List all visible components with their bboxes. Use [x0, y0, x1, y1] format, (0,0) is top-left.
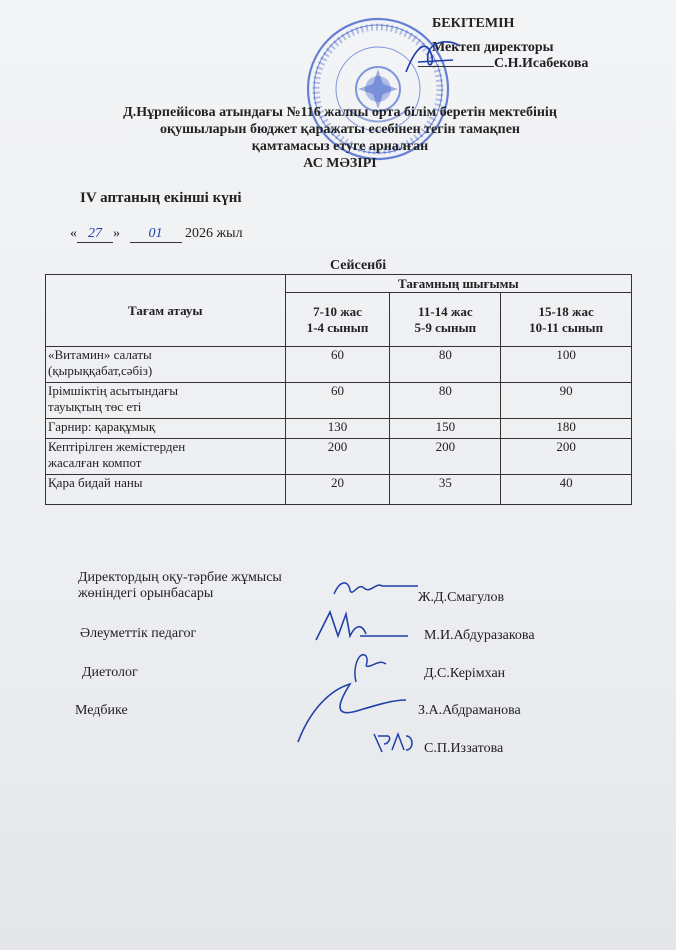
grade-label: 5-9 сынып	[414, 319, 477, 335]
age-group-header	[285, 293, 390, 347]
dish-name-cell	[46, 383, 286, 419]
grade-label: 10-11 сынып	[529, 319, 604, 335]
title-line-4: АС МӘЗІРІ	[303, 156, 377, 171]
approval-position: Мектеп директоры	[432, 40, 554, 55]
dish-name-cont: тауықтың төс еті	[48, 399, 142, 414]
signatory-role: Диетолог	[82, 665, 138, 680]
date-open-quote: «	[70, 226, 77, 241]
signatory-name: З.А.Абдраманова	[418, 703, 521, 718]
table-row	[46, 347, 632, 383]
yield-cell: 100	[501, 347, 632, 383]
date-close-quote: »	[113, 226, 120, 241]
yield-cell: 35	[390, 475, 501, 505]
age-label: 11-14 жас	[418, 303, 473, 319]
dish-name-cell: Қара бидай наны	[46, 475, 286, 505]
dish-name-cell	[46, 439, 286, 475]
signatory-role: Әлеуметтік педагог	[80, 626, 197, 641]
date-month: 01	[130, 226, 182, 243]
signatory-name: Ж.Д.Смагулов	[418, 590, 505, 605]
signature-image	[330, 574, 420, 604]
grade-label: 1-4 сынып	[306, 319, 369, 335]
age-group-header	[390, 293, 501, 347]
date-line	[70, 226, 243, 243]
dish-name-cont: жасалған компот	[48, 455, 142, 470]
table-row	[46, 383, 632, 419]
week-day: IV аптаның екінші күні	[80, 190, 242, 206]
age-group-header	[501, 293, 632, 347]
menu-table	[45, 274, 632, 505]
yield-cell: 130	[285, 419, 390, 439]
dish-name-cont: (қырыққабат,сәбіз)	[48, 363, 153, 378]
dish-name-cell: Гарнир: қарақұмық	[46, 419, 286, 439]
yield-cell: 80	[390, 383, 501, 419]
signatory-role: Директордың оқу-тәрбие жұмысы	[78, 570, 282, 585]
dish-name: Ірімшіктің асытындағы	[48, 383, 179, 398]
day-name: Сейсенбі	[330, 258, 387, 273]
dish-name: «Витамин» салаты	[48, 347, 152, 362]
title-line-3: қамтамасыз етуге арналған	[251, 139, 429, 154]
yield-cell: 200	[501, 439, 632, 475]
signatory-role: Медбике	[75, 703, 128, 718]
age-label: 15-18 жас	[538, 303, 594, 319]
table-row	[46, 419, 632, 439]
yield-cell: 40	[501, 475, 632, 505]
dish-name: Кептірілген жемістерден	[48, 439, 186, 454]
signature-image	[370, 728, 416, 756]
signatory-name: С.П.Иззатова	[424, 741, 504, 756]
date-day: 27	[77, 226, 113, 243]
yield-cell: 90	[501, 383, 632, 419]
approval-heading: БЕКІТЕМІН	[432, 16, 515, 31]
title-line-2: оқушыларын бюджет қаражаты есебінен тегін тамақпен	[160, 122, 520, 137]
signatory-name: Д.С.Керімхан	[424, 666, 506, 681]
table-row	[46, 475, 632, 505]
yield-cell: 20	[285, 475, 390, 505]
yield-cell: 180	[501, 419, 632, 439]
director-signature-image	[398, 32, 468, 82]
yield-cell: 60	[285, 383, 390, 419]
table-header-row	[46, 275, 632, 293]
yield-cell: 80	[390, 347, 501, 383]
signatory-name: М.И.Абдуразакова	[424, 628, 535, 643]
yield-cell: 200	[390, 439, 501, 475]
signatory-role-cont: жөніндегі орынбасары	[78, 586, 214, 601]
date-year: 2026 жыл	[185, 226, 243, 241]
approval-name: С.Н.Исабекова	[494, 56, 589, 71]
column-header-dish-name: Тағам атауы	[46, 275, 286, 347]
yield-cell: 200	[285, 439, 390, 475]
age-label: 7-10 жас	[313, 303, 362, 319]
dish-name-cell	[46, 347, 286, 383]
column-header-yield: Тағамның шығымы	[285, 275, 631, 293]
signature-image	[310, 606, 410, 646]
yield-cell: 150	[390, 419, 501, 439]
table-row	[46, 439, 632, 475]
yield-cell: 60	[285, 347, 390, 383]
title-line-1: Д.Нұрпейісова атындағы №116 жалпы орта білім беретін мектебінің	[123, 105, 557, 120]
